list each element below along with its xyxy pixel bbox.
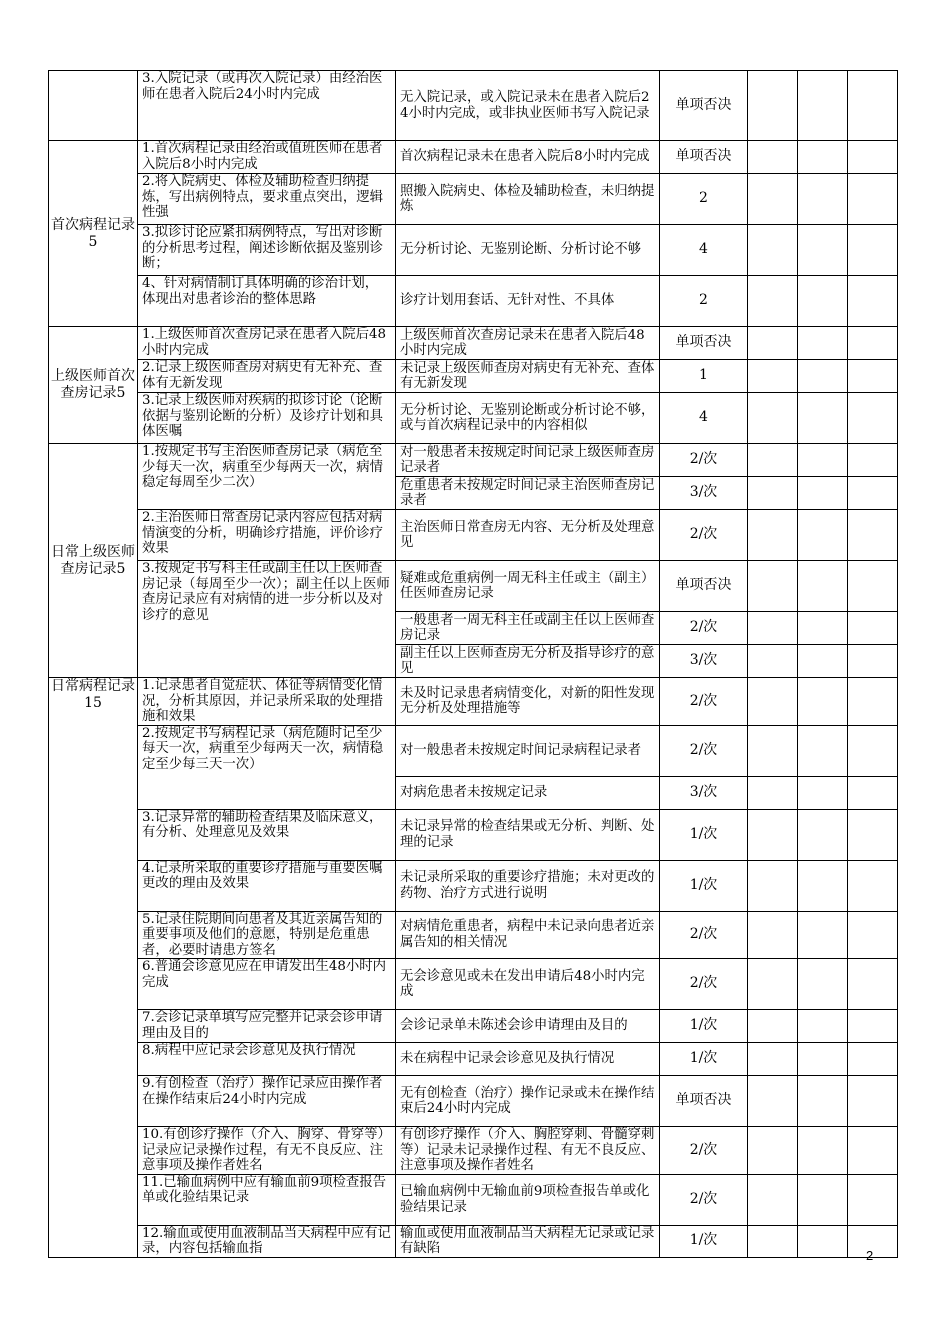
blank-score-cell xyxy=(798,561,848,612)
deduction-cell: 单项否决 xyxy=(660,561,748,612)
standard-cell: 2.主治医师日常查房记录内容应包括对病情演变的分析，明确诊疗措施，评价诊疗效果 xyxy=(138,510,396,561)
deduction-cell: 2/次 xyxy=(660,725,748,776)
blank-score-cell xyxy=(798,71,848,141)
table-row xyxy=(49,1127,898,1175)
standard-cell: 2.按规定书写病程记录（病危随时记至少每天一次，病重至少每两天一次，病情稳定至少每三天一次） xyxy=(138,725,396,809)
table-row xyxy=(49,174,898,225)
medical-record-scoring-table xyxy=(48,70,898,1258)
blank-score-cell xyxy=(748,1127,798,1175)
table-row xyxy=(49,141,898,174)
standard-cell: 9.有创检查（治疗）操作记录应由操作者在操作结束后24小时内完成 xyxy=(138,1076,396,1127)
blank-score-cell xyxy=(748,776,798,809)
blank-score-cell xyxy=(798,360,848,393)
blank-score-cell xyxy=(748,1174,798,1225)
standard-cell: 10.有创诊疗操作（介入、胸穿、骨穿等）记录应记录操作过程，有无不良反应、注意事项及操作者姓名 xyxy=(138,1127,396,1175)
standard-cell: 3.按规定书写科主任或副主任以上医师查房记录（每周至少一次）；副主任以上医师查房记录应有对病情的进一步分析以及对诊疗的意见 xyxy=(138,561,396,678)
blank-score-cell xyxy=(848,1127,898,1175)
deduction-cell: 1 xyxy=(660,360,748,393)
table-row xyxy=(49,444,898,477)
blank-score-cell xyxy=(748,225,798,276)
blank-score-cell xyxy=(848,725,898,776)
blank-score-cell xyxy=(798,510,848,561)
blank-score-cell xyxy=(848,393,898,444)
blank-score-cell xyxy=(748,612,798,645)
deduction-cell: 2 xyxy=(660,276,748,327)
defect-cell: 一般患者一周无科主任或副主任以上医师查房记录 xyxy=(396,612,660,645)
deduction-cell: 单项否决 xyxy=(660,327,748,360)
table-row xyxy=(49,1174,898,1225)
category-cell: 上级医师首次查房记录5 xyxy=(49,327,138,444)
blank-score-cell xyxy=(748,959,798,1010)
standard-cell: 2.记录上级医师查房对病史有无补充、查体有无新发现 xyxy=(138,360,396,393)
table-row xyxy=(49,71,898,141)
defect-cell: 主治医师日常查房无内容、无分析及处理意见 xyxy=(396,510,660,561)
defect-cell: 上级医师首次查房记录未在患者入院后48小时内完成 xyxy=(396,327,660,360)
blank-score-cell xyxy=(798,174,848,225)
deduction-cell: 2/次 xyxy=(660,444,748,477)
standard-cell: 11.已输血病例中应有输血前9项检查报告单或化验结果记录 xyxy=(138,1174,396,1225)
defect-cell: 首次病程记录未在患者入院后8小时内完成 xyxy=(396,141,660,174)
blank-score-cell xyxy=(748,809,798,860)
blank-score-cell xyxy=(748,276,798,327)
deduction-cell: 2/次 xyxy=(660,1174,748,1225)
blank-score-cell xyxy=(748,141,798,174)
blank-score-cell xyxy=(848,141,898,174)
deduction-cell: 2/次 xyxy=(660,510,748,561)
deduction-cell: 4 xyxy=(660,393,748,444)
category-cell: 首次病程记录5 xyxy=(49,141,138,327)
blank-score-cell xyxy=(848,1010,898,1043)
defect-cell: 对病危患者未按规定记录 xyxy=(396,776,660,809)
scoring-sheet xyxy=(48,70,897,1258)
defect-cell: 无有创检查（治疗）操作记录或未在操作结束后24小时内完成 xyxy=(396,1076,660,1127)
blank-score-cell xyxy=(748,1076,798,1127)
blank-score-cell xyxy=(748,1225,798,1257)
defect-cell: 未记录所采取的重要诊疗措施；未对更改的药物、治疗方式进行说明 xyxy=(396,860,660,911)
defect-cell: 副主任以上医师查房无分析及指导诊疗的意见 xyxy=(396,645,660,678)
defect-cell: 未及时记录患者病情变化，对新的阳性发现无分析及处理措施等 xyxy=(396,678,660,726)
blank-score-cell xyxy=(848,360,898,393)
deduction-cell: 3/次 xyxy=(660,645,748,678)
table-row xyxy=(49,809,898,860)
deduction-cell: 1/次 xyxy=(660,860,748,911)
blank-score-cell xyxy=(798,393,848,444)
defect-cell: 疑难或危重病例一周无科主任或主（副主）任医师查房记录 xyxy=(396,561,660,612)
standard-cell: 3.记录异常的辅助检查结果及临床意义，有分析、处理意见及效果 xyxy=(138,809,396,860)
deduction-cell: 3/次 xyxy=(660,776,748,809)
blank-score-cell xyxy=(748,860,798,911)
blank-score-cell xyxy=(798,1010,848,1043)
blank-score-cell xyxy=(848,809,898,860)
blank-score-cell xyxy=(848,612,898,645)
table-row xyxy=(49,360,898,393)
blank-score-cell xyxy=(798,612,848,645)
category-cell: 日常病程记录15 xyxy=(49,678,138,1258)
blank-score-cell xyxy=(848,959,898,1010)
blank-score-cell xyxy=(798,911,848,959)
table-row xyxy=(49,1076,898,1127)
blank-score-cell xyxy=(748,561,798,612)
deduction-cell: 1/次 xyxy=(660,1010,748,1043)
deduction-cell: 单项否决 xyxy=(660,71,748,141)
blank-score-cell xyxy=(798,725,848,776)
blank-score-cell xyxy=(748,71,798,141)
deduction-cell: 3/次 xyxy=(660,477,748,510)
blank-score-cell xyxy=(798,1043,848,1076)
defect-cell: 未记录上级医师查房对病史有无补充、查体有无新发现 xyxy=(396,360,660,393)
defect-cell: 未在病程中记录会诊意见及执行情况 xyxy=(396,1043,660,1076)
blank-score-cell xyxy=(798,444,848,477)
standard-cell: 5.记录住院期间向患者及其近亲属告知的重要事项及他们的意愿，特别是危重患者，必要时请患方签名 xyxy=(138,911,396,959)
blank-score-cell xyxy=(848,510,898,561)
table-row xyxy=(49,510,898,561)
deduction-cell: 1/次 xyxy=(660,1043,748,1076)
standard-cell: 1.记录患者自觉症状、体征等病情变化情况，分析其原因，并记录所采取的处理措施和效果 xyxy=(138,678,396,726)
blank-score-cell xyxy=(798,776,848,809)
defect-cell: 危重患者未按规定时间记录主治医师查房记录者 xyxy=(396,477,660,510)
blank-score-cell xyxy=(848,645,898,678)
blank-score-cell xyxy=(798,1225,848,1257)
table-row xyxy=(49,393,898,444)
blank-score-cell xyxy=(848,860,898,911)
standard-cell: 1.上级医师首次查房记录在患者入院后48小时内完成 xyxy=(138,327,396,360)
defect-cell: 无分析讨论、无鉴别论断、分析讨论不够 xyxy=(396,225,660,276)
blank-score-cell xyxy=(798,645,848,678)
deduction-cell: 单项否决 xyxy=(660,141,748,174)
deduction-cell: 2/次 xyxy=(660,1127,748,1175)
blank-score-cell xyxy=(798,809,848,860)
standard-cell: 4.记录所采取的重要诊疗措施与重要医嘱更改的理由及效果 xyxy=(138,860,396,911)
blank-score-cell xyxy=(748,1010,798,1043)
blank-score-cell xyxy=(848,561,898,612)
defect-cell: 会诊记录单未陈述会诊申请理由及目的 xyxy=(396,1010,660,1043)
standard-cell: 1.按规定书写主治医师查房记录（病危至少每天一次，病重至少每两天一次，病情稳定每周至少二次） xyxy=(138,444,396,510)
blank-score-cell xyxy=(798,276,848,327)
deduction-cell: 1/次 xyxy=(660,809,748,860)
deduction-cell: 2/次 xyxy=(660,911,748,959)
blank-score-cell xyxy=(848,1076,898,1127)
blank-score-cell xyxy=(798,141,848,174)
blank-score-cell xyxy=(798,860,848,911)
blank-score-cell xyxy=(748,174,798,225)
defect-cell: 诊疗计划用套话、无针对性、不具体 xyxy=(396,276,660,327)
defect-cell: 未记录异常的检查结果或无分析、判断、处理的记录 xyxy=(396,809,660,860)
table-row xyxy=(49,911,898,959)
standard-cell: 3.记录上级医师对疾病的拟诊讨论（论断依据与鉴别论断的分析）及诊疗计划和具体医嘱 xyxy=(138,393,396,444)
defect-cell: 输血或使用血液制品当天病程无记录或记录有缺陷 xyxy=(396,1225,660,1257)
standard-cell: 2.将入院病史、体检及辅助检查归纳提炼，写出病例特点，要求重点突出，逻辑性强 xyxy=(138,174,396,225)
blank-score-cell xyxy=(848,911,898,959)
standard-cell: 3.入院记录（或再次入院记录）由经治医师在患者入院后24小时内完成 xyxy=(138,71,396,141)
table-row xyxy=(49,1225,898,1257)
blank-score-cell xyxy=(748,327,798,360)
blank-score-cell xyxy=(848,174,898,225)
blank-score-cell xyxy=(748,360,798,393)
table-row xyxy=(49,276,898,327)
deduction-cell: 2/次 xyxy=(660,678,748,726)
standard-cell: 12.输血或使用血液制品当天病程中应有记录，内容包括输血指 xyxy=(138,1225,396,1257)
table-row xyxy=(49,561,898,612)
blank-score-cell xyxy=(848,678,898,726)
blank-score-cell xyxy=(748,911,798,959)
standard-cell: 7.会诊记录单填写应完整并记录会诊申请理由及目的 xyxy=(138,1010,396,1043)
blank-score-cell xyxy=(798,477,848,510)
blank-score-cell xyxy=(798,327,848,360)
defect-cell: 无会诊意见或未在发出申请后48小时内完成 xyxy=(396,959,660,1010)
blank-score-cell xyxy=(798,959,848,1010)
blank-score-cell xyxy=(848,1174,898,1225)
table-body xyxy=(49,71,898,1258)
deduction-cell: 2/次 xyxy=(660,612,748,645)
blank-score-cell xyxy=(798,1174,848,1225)
blank-score-cell xyxy=(848,327,898,360)
blank-score-cell xyxy=(748,477,798,510)
standard-cell: 4、针对病情制订具体明确的诊治计划，体现出对患者诊治的整体思路 xyxy=(138,276,396,327)
defect-cell: 无分析讨论、无鉴别论断或分析讨论不够，或与首次病程记录中的内容相似 xyxy=(396,393,660,444)
blank-score-cell xyxy=(748,393,798,444)
blank-score-cell xyxy=(748,444,798,477)
category-cell: 日常上级医师查房记录5 xyxy=(49,444,138,678)
blank-score-cell xyxy=(848,225,898,276)
table-row xyxy=(49,678,898,726)
table-row xyxy=(49,327,898,360)
standard-cell: 8.病程中应记录会诊意见及执行情况 xyxy=(138,1043,396,1076)
standard-cell: 3.拟诊讨论应紧扣病例特点，写出对诊断的分析思考过程，阐述诊断依据及鉴别诊断； xyxy=(138,225,396,276)
blank-score-cell xyxy=(848,71,898,141)
defect-cell: 对一般患者未按规定时间记录上级医师查房记录者 xyxy=(396,444,660,477)
defect-cell: 对一般患者未按规定时间记录病程记录者 xyxy=(396,725,660,776)
blank-score-cell xyxy=(798,1127,848,1175)
defect-cell: 照搬入院病史、体检及辅助检查，未归纳提炼 xyxy=(396,174,660,225)
table-row xyxy=(49,860,898,911)
defect-cell: 已输血病例中无输血前9项检查报告单或化验结果记录 xyxy=(396,1174,660,1225)
standard-cell: 1.首次病程记录由经治或值班医师在患者入院后8小时内完成 xyxy=(138,141,396,174)
blank-score-cell xyxy=(798,225,848,276)
defect-cell: 有创诊疗操作（介入、胸腔穿刺、骨髓穿刺等）记录未记录操作过程、有无不良反应、注意事项及操作者姓名 xyxy=(396,1127,660,1175)
deduction-cell: 2 xyxy=(660,174,748,225)
deduction-cell: 单项否决 xyxy=(660,1076,748,1127)
table-row xyxy=(49,725,898,776)
defect-cell: 无入院记录，或入院记录未在患者入院后24小时内完成，或非执业医师书写入院记录 xyxy=(396,71,660,141)
blank-score-cell xyxy=(748,1043,798,1076)
category-cell xyxy=(49,71,138,141)
table-row xyxy=(49,1043,898,1076)
defect-cell: 对病情危重患者，病程中未记录向患者近亲属告知的相关情况 xyxy=(396,911,660,959)
table-row xyxy=(49,225,898,276)
deduction-cell: 2/次 xyxy=(660,959,748,1010)
blank-score-cell xyxy=(748,510,798,561)
blank-score-cell xyxy=(848,776,898,809)
blank-score-cell xyxy=(798,1076,848,1127)
table-row xyxy=(49,959,898,1010)
deduction-cell: 1/次 xyxy=(660,1225,748,1257)
blank-score-cell xyxy=(748,645,798,678)
table-row xyxy=(49,1010,898,1043)
blank-score-cell xyxy=(798,678,848,726)
blank-score-cell xyxy=(748,725,798,776)
blank-score-cell xyxy=(848,1043,898,1076)
blank-score-cell xyxy=(848,276,898,327)
blank-score-cell xyxy=(748,678,798,726)
blank-score-cell xyxy=(848,444,898,477)
deduction-cell: 4 xyxy=(660,225,748,276)
standard-cell: 6.普通会诊意见应在申请发出生48小时内完成 xyxy=(138,959,396,1010)
blank-score-cell xyxy=(848,477,898,510)
page-number: 2 xyxy=(866,1248,874,1263)
